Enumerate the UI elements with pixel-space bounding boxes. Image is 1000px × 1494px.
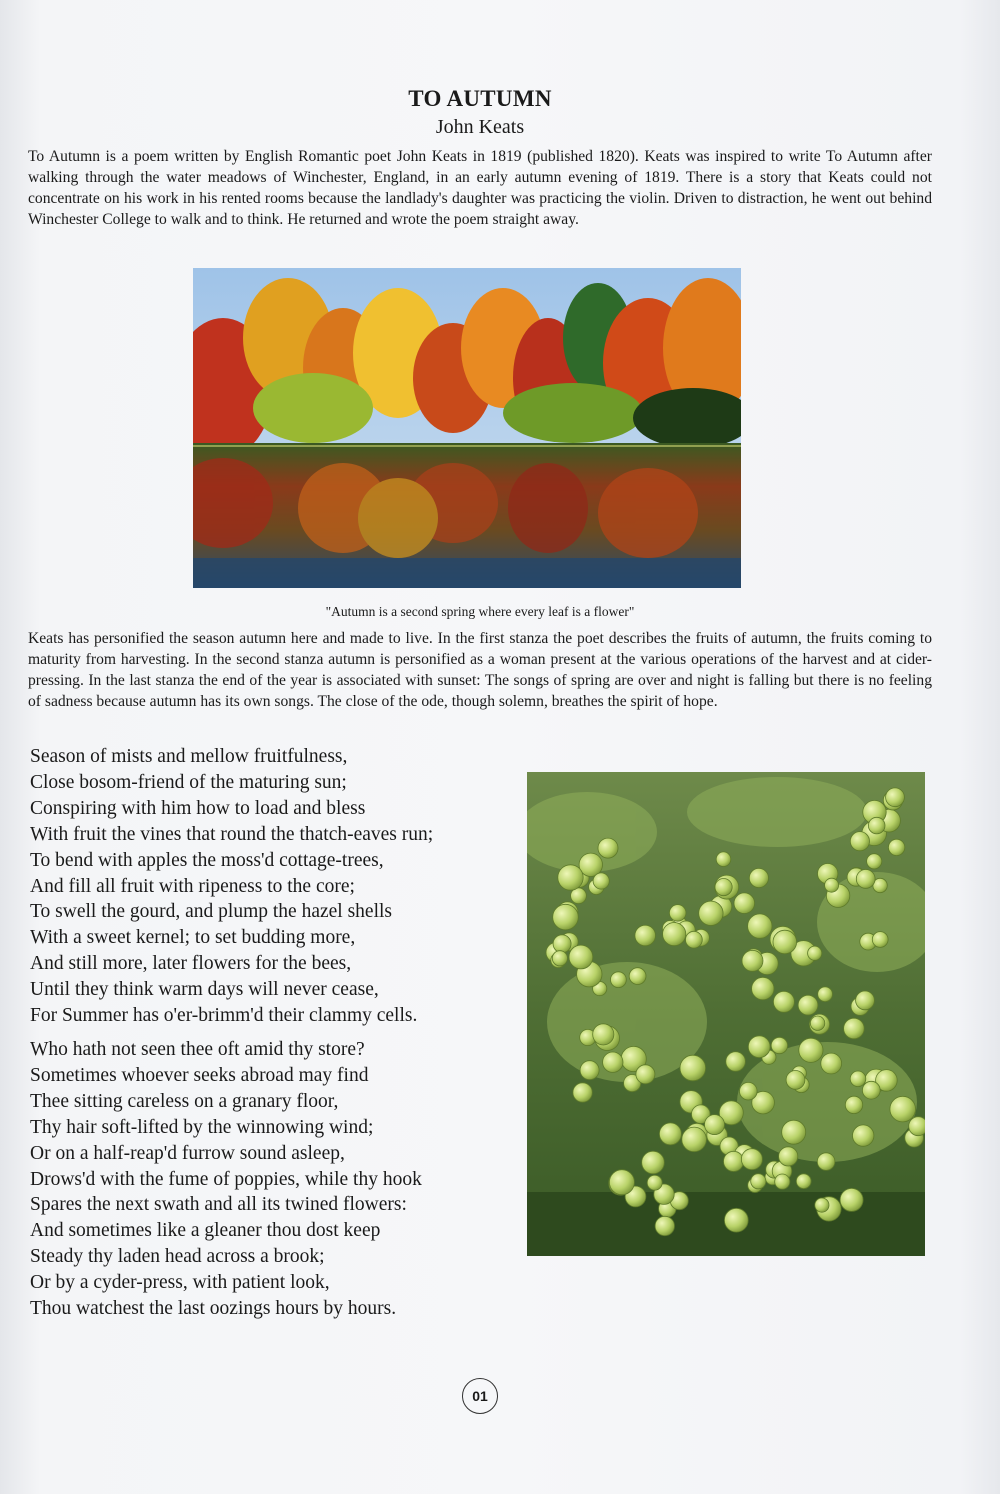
apple-shape — [655, 1216, 674, 1235]
apple-shape — [593, 1024, 614, 1045]
apple-shape — [669, 905, 686, 922]
intro-paragraph: To Autumn is a poem written by English Romantic poet John Keats in 1819 (published 1820). Keats was inspired to write To Autumn after walking through the water meadows of Winchester, England, in an early autumn evening of 1819. There is a story that Keats could not concentrate on his work in his rented rooms because the landlady's daughter was practicing the violin. Driven to distraction, he went out behind Winchester College to walk and to think. He returned and wrote the poem straight away. — [28, 148, 932, 228]
poem-line: Thy hair soft-lifted by the winnowing wind; — [30, 1116, 374, 1138]
apple-shape — [825, 878, 839, 892]
apple-shape — [715, 879, 732, 896]
poem-line: Or by a cyder-press, with patient look, — [30, 1272, 330, 1294]
apple-shape — [635, 925, 656, 946]
poem-line: Until they think warm days will never cease, — [30, 979, 379, 1001]
apple-shape — [742, 950, 763, 971]
apple-shape — [552, 951, 567, 966]
summary-paragraph: Keats has personified the season autumn here and made to live. In the first stanza the poet describes the fruits of autumn, the fruits coming to maturity from harvesting. In the second stanza autumn is personified as a woman present at the various operations of the harvest and at cider-pressing. In the last stanza the end of the year is associated with sunset: The songs of spring are over and night is falling but there is no feeling of sadness because autumn has its own songs. The close of the ode, though solemn, breathes the spirit of hope. — [28, 630, 932, 710]
apple-shape — [569, 945, 593, 969]
apple-shape — [909, 1117, 925, 1136]
apple-shape — [748, 1036, 770, 1058]
apple-shape — [726, 1052, 746, 1072]
apple-shape — [786, 1071, 805, 1090]
apple-shape — [810, 1016, 824, 1030]
poem-stanza-1 — [30, 744, 550, 1029]
apple-shape — [598, 838, 618, 858]
poem-line: Or on a half-reap'd furrow sound asleep, — [30, 1142, 345, 1164]
apple-shape — [611, 972, 627, 988]
apple-shape — [886, 788, 905, 807]
poem-line: Season of mists and mellow fruitfulness, — [30, 746, 348, 767]
apple-shape — [603, 1052, 623, 1072]
poem-line: And sometimes like a gleaner thou dost keep — [30, 1220, 381, 1242]
apple-shape — [724, 1208, 748, 1232]
apple-shape — [573, 1083, 592, 1102]
poem-line: Spares the next swath and all its twined flowers: — [30, 1194, 407, 1216]
apple-shape — [844, 1018, 865, 1039]
apple-shape — [890, 1096, 916, 1122]
apple-shape — [850, 1071, 866, 1087]
poem-line: And still more, later flowers for the bees, — [30, 953, 352, 975]
apple-shape — [659, 1123, 681, 1145]
apple-shape — [553, 935, 571, 953]
apple-shape — [845, 1096, 862, 1113]
apple-shape — [751, 1174, 766, 1189]
apple-shape — [686, 931, 703, 948]
apple-shape — [867, 854, 882, 869]
apple-shape — [782, 1120, 806, 1144]
apple-shape — [680, 1055, 706, 1081]
apple-shape — [609, 1170, 634, 1195]
apple-shape — [748, 914, 772, 938]
apple-shape — [716, 852, 731, 867]
apple-shape — [593, 873, 609, 889]
apple-shape — [705, 1115, 725, 1135]
autumn-lake-illustration — [193, 268, 741, 588]
apple-shape — [862, 1081, 880, 1099]
apple-shape — [629, 968, 646, 985]
apple-shape — [850, 832, 869, 851]
poem-line: Close bosom-friend of the maturing sun; — [30, 771, 347, 793]
apple-shape — [856, 870, 875, 889]
apple-shape — [741, 1149, 762, 1170]
poem-stanza-2 — [30, 1037, 550, 1322]
apple-shape — [796, 1174, 811, 1189]
apple-shape — [853, 1125, 874, 1146]
apple-shape — [773, 991, 794, 1012]
apple-shape — [647, 1175, 662, 1190]
autumn-lake-photo — [193, 268, 741, 588]
poem-line: With fruit the vines that round the thatch-eaves run; — [30, 823, 434, 845]
apple-shape — [580, 1061, 599, 1080]
poem-line: For Summer has o'er-brimm'd their clammy cells. — [30, 1005, 418, 1027]
apple-shape — [815, 1198, 829, 1212]
apple-shape — [799, 1038, 823, 1062]
apple-shape — [840, 1188, 863, 1211]
apple-shape — [734, 893, 755, 914]
poem-line: With a sweet kernel; to set budding more, — [30, 927, 356, 949]
poem-line: Sometimes whoever seeks abroad may find — [30, 1064, 369, 1086]
apple-shape — [636, 1065, 655, 1084]
apple-shape — [818, 987, 833, 1002]
apple-shape — [872, 932, 888, 948]
page-title: TO AUTUMN — [408, 86, 552, 111]
apple-shape — [752, 977, 774, 999]
poem-line: Thee sitting careless on a granary floor, — [30, 1090, 339, 1112]
apple-shape — [888, 839, 904, 855]
poem-line: And fill all fruit with ripeness to the core; — [30, 875, 355, 897]
author-name: John Keats — [435, 116, 525, 138]
poem-line: Drows'd with the fume of poppies, while thy hook — [30, 1168, 422, 1190]
apple-tree-photo — [527, 772, 925, 1256]
poem-line: To bend with apples the moss'd cottage-trees, — [30, 849, 384, 871]
apple-shape — [775, 1174, 790, 1189]
apple-shape — [740, 1082, 758, 1100]
poem-line: Thou watchest the last oozings hours by hours. — [30, 1298, 397, 1320]
apple-shape — [771, 1037, 787, 1053]
apple-shape — [821, 1053, 842, 1074]
poem-line: Conspiring with him how to load and bless — [30, 797, 366, 819]
apple-shape — [724, 1151, 744, 1171]
apple-shape — [558, 865, 583, 890]
apple-shape — [817, 1153, 835, 1171]
apple-shape — [663, 923, 686, 946]
apple-shape — [773, 930, 797, 954]
apple-shape — [553, 904, 579, 930]
apple-shape — [749, 868, 768, 887]
poem-line: To swell the gourd, and plump the hazel shells — [30, 901, 393, 923]
apple-shape — [642, 1151, 665, 1174]
apple-shape — [699, 901, 723, 925]
apple-shape — [808, 946, 822, 960]
apple-shape — [856, 991, 875, 1010]
apple-shape — [868, 817, 885, 834]
apple-shape — [682, 1127, 707, 1152]
apple-tree-illustration — [527, 772, 925, 1256]
apple-shape — [779, 1147, 798, 1166]
apple-shape — [798, 995, 818, 1015]
page-number: 01 — [462, 1378, 498, 1414]
figure-caption: "Autumn is a second spring where every leaf is a flower" — [325, 604, 635, 619]
poem-line: Steady thy laden head across a brook; — [30, 1246, 325, 1268]
poem-line: Who hath not seen thee oft amid thy store? — [30, 1039, 365, 1060]
